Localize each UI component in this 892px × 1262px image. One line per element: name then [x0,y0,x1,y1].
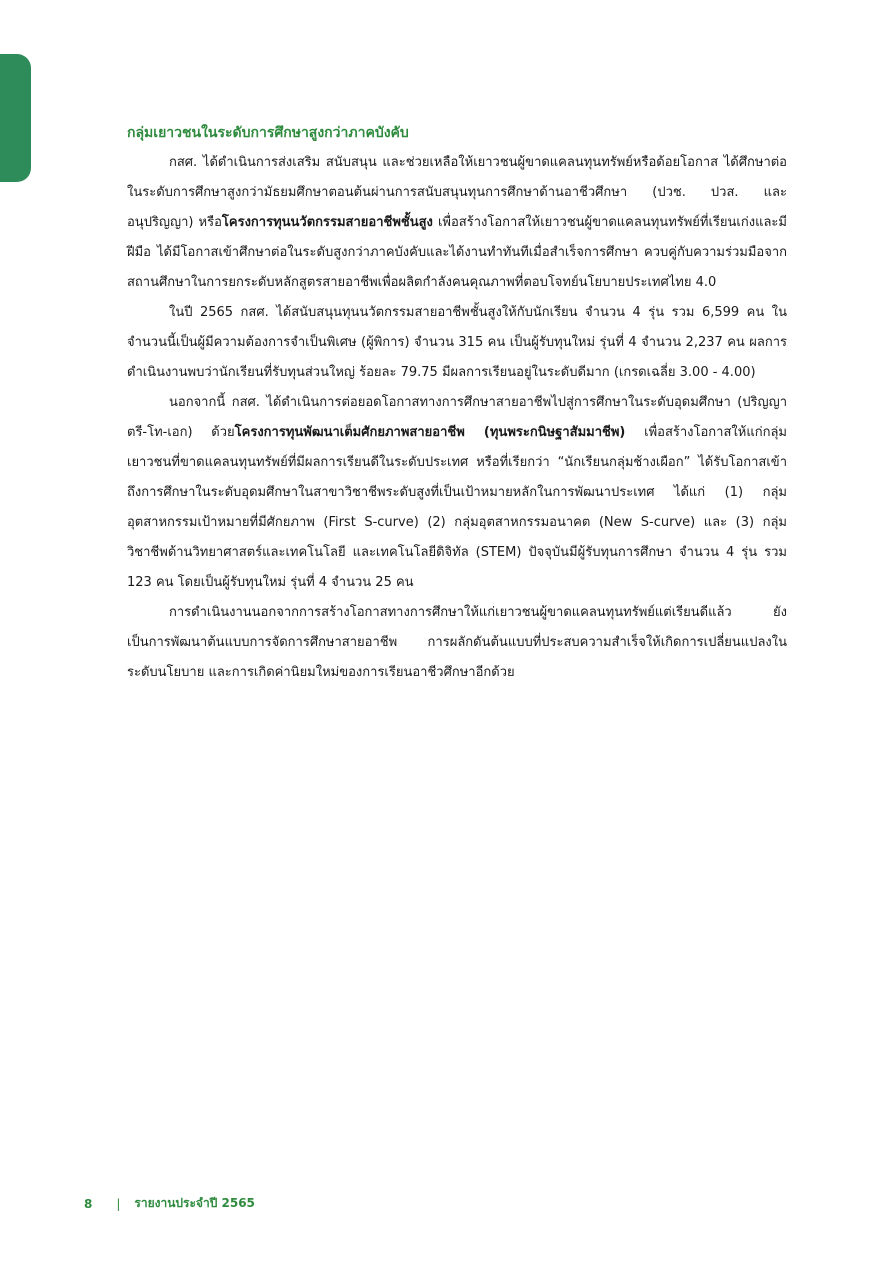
paragraph-1 [127,148,787,298]
report-title: รายงานประจำปี 2565 [134,1196,255,1210]
section-heading: กลุ่มเยาวชนในระดับการศึกษาสูงกว่าภาคบังคับ [127,125,409,141]
side-tab-marker [0,54,31,182]
footer-separator: | [116,1196,121,1211]
paragraph-1-text-a: กสศ. ได้ดำเนินการส่งเสริม สนับสนุน และช่วยเหลือให้เยาวชนผู้ขาดแคลนทุนทรัพย์หรือด้อยโอกาส ได้ศึกษาต่อในระดับการศึกษาสูงกว่ามัธยมศึกษาตอนต้นผ่านการสนับสนุนทุนการศึกษาด้านอาชีวศึกษา (ปวช. ปวส. และอนุปริญญา) หรือ [127,155,787,230]
page-number: 8 [84,1196,93,1211]
paragraph-4 [127,598,787,688]
paragraph-2 [127,298,787,388]
paragraph-2-text-a: ในปี 2565 กสศ. ได้สนับสนุนทุนนวัตกรรมสายอาชีพชั้นสูงให้กับนักเรียน จำนวน 4 รุ่น รวม 6,599 คน ในจำนวนนี้เป็นผู้มีความต้องการจำเป็นพิเศษ (ผู้พิการ) จำนวน 315 คน เป็นผู้รับทุนใหม่ รุ่นที่ 4 จำนวน 2,237 คน ผลการดำเนินงานพบว่านักเรียนที่รับทุนส่วนใหญ่ ร้อยละ 79.75 มีผลการเรียนอยู่ในระดับดีมาก (เกรดเฉลี่ย 3.00 - 4.00) [127,305,787,380]
page-footer [84,1194,255,1213]
main-content [127,118,787,688]
paragraph-4-text-a: การดำเนินงานนอกจากการสร้างโอกาสทางการศึกษาให้แก่เยาวชนผู้ขาดแคลนทุนทรัพย์แต่เรียนดีแล้ว ยังเป็นการพัฒนาต้นแบบการจัดการศึกษาสายอาชีพ การผลักดันต้นแบบที่ประสบความสำเร็จให้เกิดการเปลี่ยนแปลงในระดับนโยบาย และการเกิดค่านิยมใหม่ของการเรียนอาชีวศึกษาอีกด้วย [127,605,787,680]
paragraph-3-text-c: เพื่อสร้างโอกาสให้แก่กลุ่มเยาวชนที่ขาดแคลนทุนทรัพย์ที่มีผลการเรียนดีในระดับประเทศ หรือที่เรียกว่า “นักเรียนกลุ่มช้างเผือก” ได้รับโอกาสเข้าถึงการศึกษาในระดับอุดมศึกษาในสาขาวิชาชีพระดับสูงที่เป็นเป้าหมายหลักในการพัฒนาประเทศ ได้แก่ (1) กลุ่มอุตสาหกรรมเป้าหมายที่มีศักยภาพ (First S-curve) (2) กลุ่มอุตสาหกรรมอนาคต (New S-curve) และ (3) กลุ่มวิชาชีพด้านวิทยาศาสตร์และเทคโนโลยี และเทคโนโลยีดิจิทัล (STEM) ปัจจุบันมีผู้รับทุนการศึกษา จำนวน 4 รุ่น รวม 123 คน โดยเป็นผู้รับทุนใหม่ รุ่นที่ 4 จำนวน 25 คน [127,425,787,590]
paragraph-3-text-a: นอกจากนี้ กสศ. ได้ดำเนินการต่อยอดโอกาสทางการศึกษาสายอาชีพไปสู่การศึกษาในระดับอุดมศึกษา (ปริญญาตรี-โท-เอก) ด้วย [127,395,787,440]
paragraph-1-text-c: เพื่อสร้างโอกาสให้เยาวชนผู้ขาดแคลนทุนทรัพย์ที่เรียนเก่งและมีฝีมือ ได้มีโอกาสเข้าศึกษาต่อในระดับสูงกว่าภาคบังคับและได้งานทำทันทีเมื่อสำเร็จการศึกษา ควบคู่กับความร่วมมือจากสถานศึกษาในการยกระดับหลักสูตรสายอาชีพเพื่อผลิตกำลังคนคุณภาพที่ตอบโจทย์นโยบายประเทศไทย 4.0 [127,215,787,290]
paragraph-1-bold: โครงการทุนนวัตกรรมสายอาชีพชั้นสูง [221,215,433,230]
paragraph-3-bold: โครงการทุนพัฒนาเต็มศักยภาพสายอาชีพ (ทุนพระกนิษฐาสัมมาชีพ) [234,425,626,440]
paragraph-3 [127,388,787,598]
